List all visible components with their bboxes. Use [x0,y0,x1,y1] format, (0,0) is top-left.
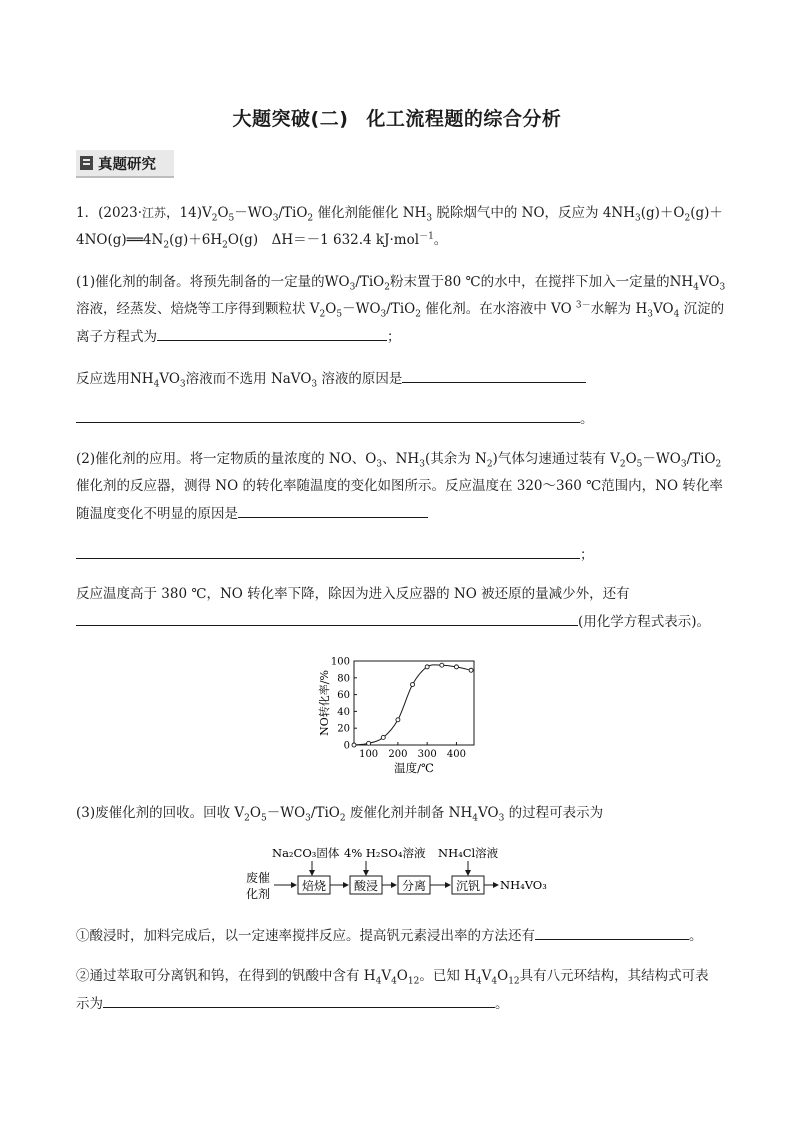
answer-blank[interactable] [76,408,580,423]
x-tick-label: 300 [417,749,437,760]
section-icon [80,156,93,170]
flow-start-1: 废催 [246,871,271,885]
q3-a: ①酸浸时，加料完成后，以一定速率搅拌反应。提高钒元素浸出率的方法还有 。 [76,925,703,946]
flow-product: NH₄VO₃ [500,878,547,892]
reagent-h2so4: 4% H₂SO₄溶液 [344,846,426,860]
x-tick-label: 400 [446,749,466,760]
answer-blank[interactable] [76,544,580,559]
answer-blank[interactable] [535,925,689,940]
p2-line2: 催化剂的反应器，测得 NO 的转化率随温度的变化如图所示。反应温度在 320～360 ℃范围内，NO 转化率 [76,478,723,494]
y-tick-label: 80 [337,673,350,685]
y-axis-label: NO转化率/% [318,670,331,736]
recovery-flow-diagram [240,842,560,906]
p1-line3: 离子方程式为 ； [76,326,401,347]
data-point [454,665,458,669]
p3-line1: (3)废催化剂的回收。回收 $V_2O_5-WO_3/TiO_2$ 废催化剂并制备 $NH_4VO_3$ 的过程可表示为 [76,805,604,824]
data-point [381,735,385,739]
flow-start-2: 化剂 [246,887,271,901]
plot-frame [354,661,474,745]
p1-line4: 反应选用$NH_4VO_3$溶液而不选用 NaVO$_3$ 溶液的原因是 [76,368,586,389]
p2-line1: (2)催化剂的应用。将一定物质的量浓度的 NO、$O_3$、$NH_3$(其余为 $N_2$)气体匀速通过装有 $V_2O_5-WO_3/TiO_2$ [76,451,722,470]
step-precipitate: 沉钒 [456,879,481,893]
data-point [396,718,400,722]
reagent-na2co3: Na₂CO₃固体 [272,846,340,860]
data-point [367,741,371,745]
answer-blank[interactable] [157,326,387,341]
series-line [354,665,471,745]
answer-blank[interactable] [103,993,495,1008]
step-roast: 焙烧 [302,879,327,893]
y-tick-label: 20 [337,723,350,735]
no-conversion-chart [312,648,482,784]
x-tick-label: 100 [359,749,379,760]
data-point [440,663,444,667]
p1-line2: 溶液，经蒸发、焙烧等工序得到颗粒状 $V_2O_5-WO_3/TiO_2$ 催化剂。在水溶液中 VO $^{3-}$水解为 $H_3VO_4$ 沉淀的 [76,300,725,320]
p2-line6: (用化学方程式表示)。 [76,611,710,632]
x-tick-label: 200 [388,749,408,760]
q1-line2: $4NO(g)══4N_2(g)+6H_2O(g)$ ΔH＝－1 632.4 kJ·mol$^{-1}$。 [76,231,448,251]
reagent-nh4cl: NH₄Cl溶液 [438,846,499,860]
q1-line1: 1．(2023·江苏，$14)V_2O_5-WO_3/TiO_2$ 催化剂能催化 $NH_3$ 脱除烟气中的 NO，反应为 $4NH_3(g)+O_2(g)+$ [76,205,723,224]
page-title: 大题突破(二) 化工流程题的综合分析 [232,108,562,130]
data-point [411,683,415,687]
q3-b: ②通过萃取可分离钒和钨，在得到的钒酸中含有 $H_4V_4O_{12}$。已知 $H_4V_4O_{12}$具有八元环结构，其结构式可表 [76,968,709,987]
step-acid: 酸浸 [354,879,379,893]
step-separate: 分离 [402,879,427,893]
answer-blank[interactable] [238,503,428,518]
x-axis-label: 温度/℃ [394,761,434,775]
p1-line5: 。 [76,408,594,429]
q3-b2: 示为 。 [76,993,509,1014]
data-point [469,668,473,672]
section-header [76,150,174,178]
data-point [352,743,356,747]
y-tick-label: 0 [343,740,350,752]
y-tick-label: 40 [337,706,350,718]
y-tick-label: 100 [330,656,350,668]
p2-line3: 随温度变化不明显的原因是 [76,503,428,524]
p2-line5: 反应温度高于 380 ℃，NO 转化率下降，除因为进入反应器的 NO 被还原的量减少外，还有 [76,586,630,602]
section-label: 真题研究 [98,157,156,173]
answer-blank[interactable] [76,611,578,626]
p1-line1: (1)催化剂的制备。将预先制备的一定量的$WO_3/TiO_2$粉末置于80 ℃的水中，在搅拌下加入一定量的$NH_4VO_3$ [76,274,726,293]
answer-blank[interactable] [402,368,586,383]
data-point [425,665,429,669]
p2-line4: ； [76,544,594,565]
y-tick-label: 60 [337,690,350,702]
